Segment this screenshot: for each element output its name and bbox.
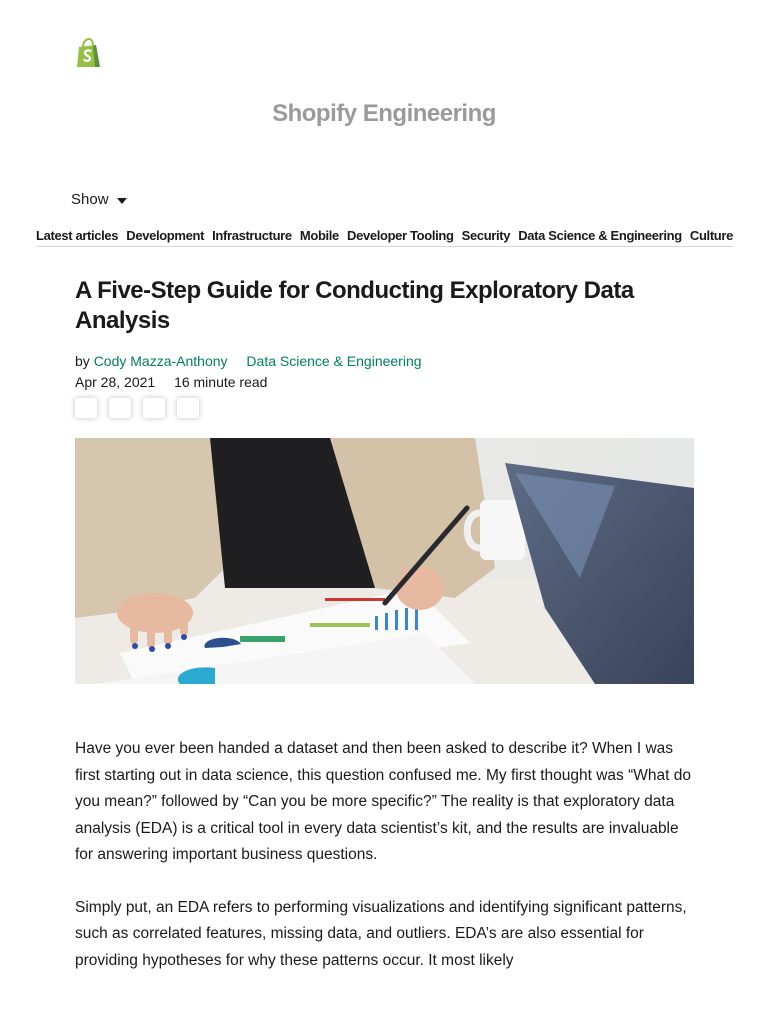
nav-item-data-science[interactable]: Data Science & Engineering [518,228,682,243]
article-paragraph: Simply put, an EDA refers to performing visualizations and identifying significant patterns, such as correlated features, missing data, and outliers. EDA’s are also essential for providing hypotheses for why these patterns occur. It most likely [75,898,687,969]
byline [75,353,422,369]
article-paragraph: Have you ever been handed a dataset and then been asked to describe it? When I was first starting out in data science, this question confused me. My first thought was “What do you mean?” followed by “Can you be more specific?” The reality is that exploratory data analysis (EDA) is a critical tool in every data scientist’s kit, and the results are invaluable for answering important business questions. [75,740,691,863]
site-title[interactable]: Shopify Engineering [272,100,496,127]
article-title: A Five-Step Guide for Conducting Exploratory Data Analysis [75,277,634,334]
category-nav [36,228,733,247]
nav-item-infrastructure[interactable]: Infrastructure [212,228,292,243]
hero-image [75,438,694,684]
category-link[interactable]: Data Science & Engineering [246,353,422,369]
share-facebook-icon[interactable] [109,398,131,418]
share-buttons [75,398,199,418]
publish-date: Apr 28, 2021 [75,374,156,390]
read-time: 16 minute read [174,374,268,390]
share-twitter-icon[interactable] [75,398,97,418]
article-body [75,736,697,1000]
nav-item-culture[interactable]: Culture [689,228,733,243]
share-email-icon[interactable] [177,398,199,418]
author-link[interactable]: Cody Mazza-Anthony [93,353,228,369]
shopify-bag-icon[interactable] [74,38,102,68]
show-menu-button[interactable] [71,191,127,208]
article-meta [75,374,267,390]
nav-item-development[interactable]: Development [126,228,205,243]
chevron-down-icon [117,198,127,204]
share-linkedin-icon[interactable] [143,398,165,418]
show-menu-label: Show [71,191,109,208]
nav-item-developer-tooling[interactable]: Developer Tooling [347,228,454,243]
nav-item-latest-articles[interactable]: Latest articles [36,228,119,243]
byline-prefix: by [75,353,90,369]
nav-item-security[interactable]: Security [461,228,511,243]
nav-item-mobile[interactable]: Mobile [299,228,339,243]
hero-photo-illustration [75,438,694,684]
